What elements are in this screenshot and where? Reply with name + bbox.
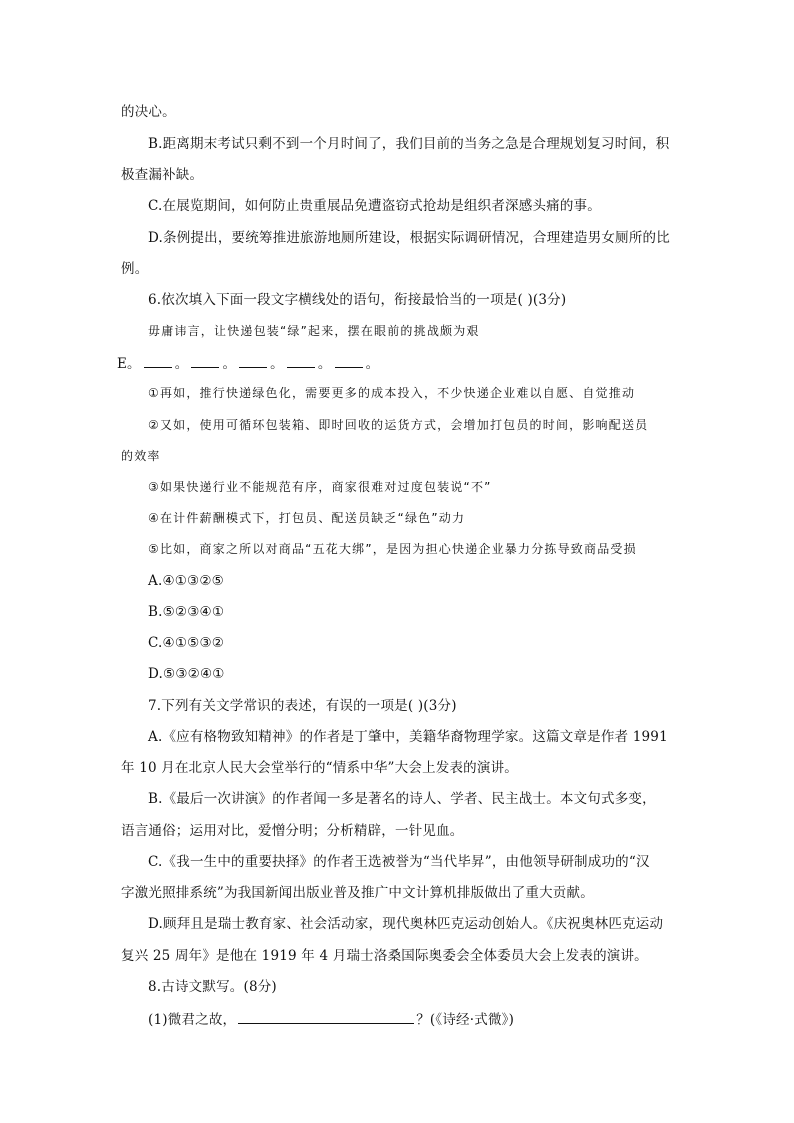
blank-separator: 。 — [222, 356, 237, 372]
answer-blank-1[interactable] — [144, 353, 172, 368]
text-line: 复兴 25 周年》是他在 1919 年 4 月瑞士洛桑国际奥委会全体委员大会上发表的演讲。 — [121, 948, 648, 964]
blanks-line-start: E。 — [117, 356, 141, 372]
poetry-answer-blank[interactable] — [238, 1009, 414, 1024]
text-line: 的决心。 — [121, 104, 176, 120]
choice-b: B.⑤②③④① — [148, 604, 225, 620]
sentence-4: ④在计件薪酬模式下，打包员、配送员缺乏“绿色”动力 — [148, 511, 466, 525]
sentence-2: ②又如，使用可循环包装箱、即时回收的运货方式，会增加打包员的时间，影响配送员 — [148, 418, 649, 432]
sentence-3: ③如果快递行业不能规范有序，商家很难对过度包装说“不” — [148, 480, 492, 494]
blank-separator: 。 — [174, 356, 189, 372]
q7-option-d: D.顾拜且是瑞士教育家、社会活动家，现代奥林匹克运动创始人。《庆祝奥林匹克运动 — [148, 916, 664, 932]
sentence-2-cont: 的效率 — [121, 449, 161, 463]
q7-option-b: B.《最后一次讲演》的作者闻一多是著名的诗人、学者、民主战士。本文句式多变， — [148, 791, 656, 807]
choice-c: C.④①⑤③② — [148, 635, 225, 651]
blank-separator: 。 — [365, 356, 380, 372]
choice-a: A.④①③②⑤ — [148, 573, 224, 589]
poetry-prompt: (1)微君之故， — [148, 1012, 237, 1028]
q7-option-a: A.《应有格物致知精神》的作者是丁肇中，美籍华裔物理学家。这篇文章是作者 1991 — [148, 729, 668, 745]
q7-option-c: C.《我一生中的重要抉择》的作者王选被誉为“当代毕昇”，由他领导研制成功的“汉 — [148, 854, 650, 870]
poetry-source: ？(《诗经·式微》) — [416, 1012, 515, 1028]
sentence-1: ①再如，推行快递绿色化，需要更多的成本投入，不少快递企业难以自愿、自觉推动 — [148, 386, 636, 400]
blanks-line — [117, 353, 379, 373]
poetry-recitation-line — [148, 1009, 514, 1029]
text-line: 语言通俗；运用对比，爱憎分明；分析精辟，一针见血。 — [121, 823, 464, 839]
answer-blank-4[interactable] — [287, 353, 315, 368]
question-6-stem: 6.依次填入下面一段文字横线处的语句，衔接最恰当的一项是( )(3分) — [148, 292, 567, 308]
question-8-stem: 8.古诗文默写。(8分) — [148, 979, 277, 995]
text-line: 例。 — [121, 261, 149, 277]
option-d-line: D.条例提出，要统筹推进旅游地厕所建设，根据实际调研情况，合理建造男女厕所的比 — [148, 230, 670, 246]
text-line: 年 10 月在北京人民大会堂举行的“情系中华”大会上发表的演讲。 — [121, 760, 518, 776]
sentence-5: ⑤比如，商家之所以对商品“五花大绑”，是因为担心快递企业暴力分拣导致商品受损 — [148, 542, 637, 556]
option-c-line: C.在展览期间，如何防止贵重展品免遭盗窃式抢劫是组织者深感头痛的事。 — [148, 198, 601, 214]
answer-blank-2[interactable] — [191, 353, 219, 368]
text-line: 字激光照排系统”为我国新闻出版业普及推广中文计算机排版做出了重大贡献。 — [121, 885, 594, 901]
blank-separator: 。 — [270, 356, 284, 372]
question-7-stem: 7.下列有关文学常识的表述，有误的一项是( )(3分) — [148, 698, 457, 714]
choice-d: D.⑤③②④① — [148, 666, 225, 682]
text-line: 极查漏补缺。 — [121, 167, 204, 183]
answer-blank-3[interactable] — [239, 353, 267, 368]
option-b-line: B.距离期末考试只剩不到一个月时间了，我们目前的当务之急是合理规划复习时间，积 — [148, 136, 670, 152]
passage-line: 毋庸讳言，让快递包装“绿”起来，摆在眼前的挑战颇为艰 — [148, 324, 480, 338]
answer-blank-5[interactable] — [335, 353, 363, 368]
blank-separator: 。 — [317, 356, 332, 372]
